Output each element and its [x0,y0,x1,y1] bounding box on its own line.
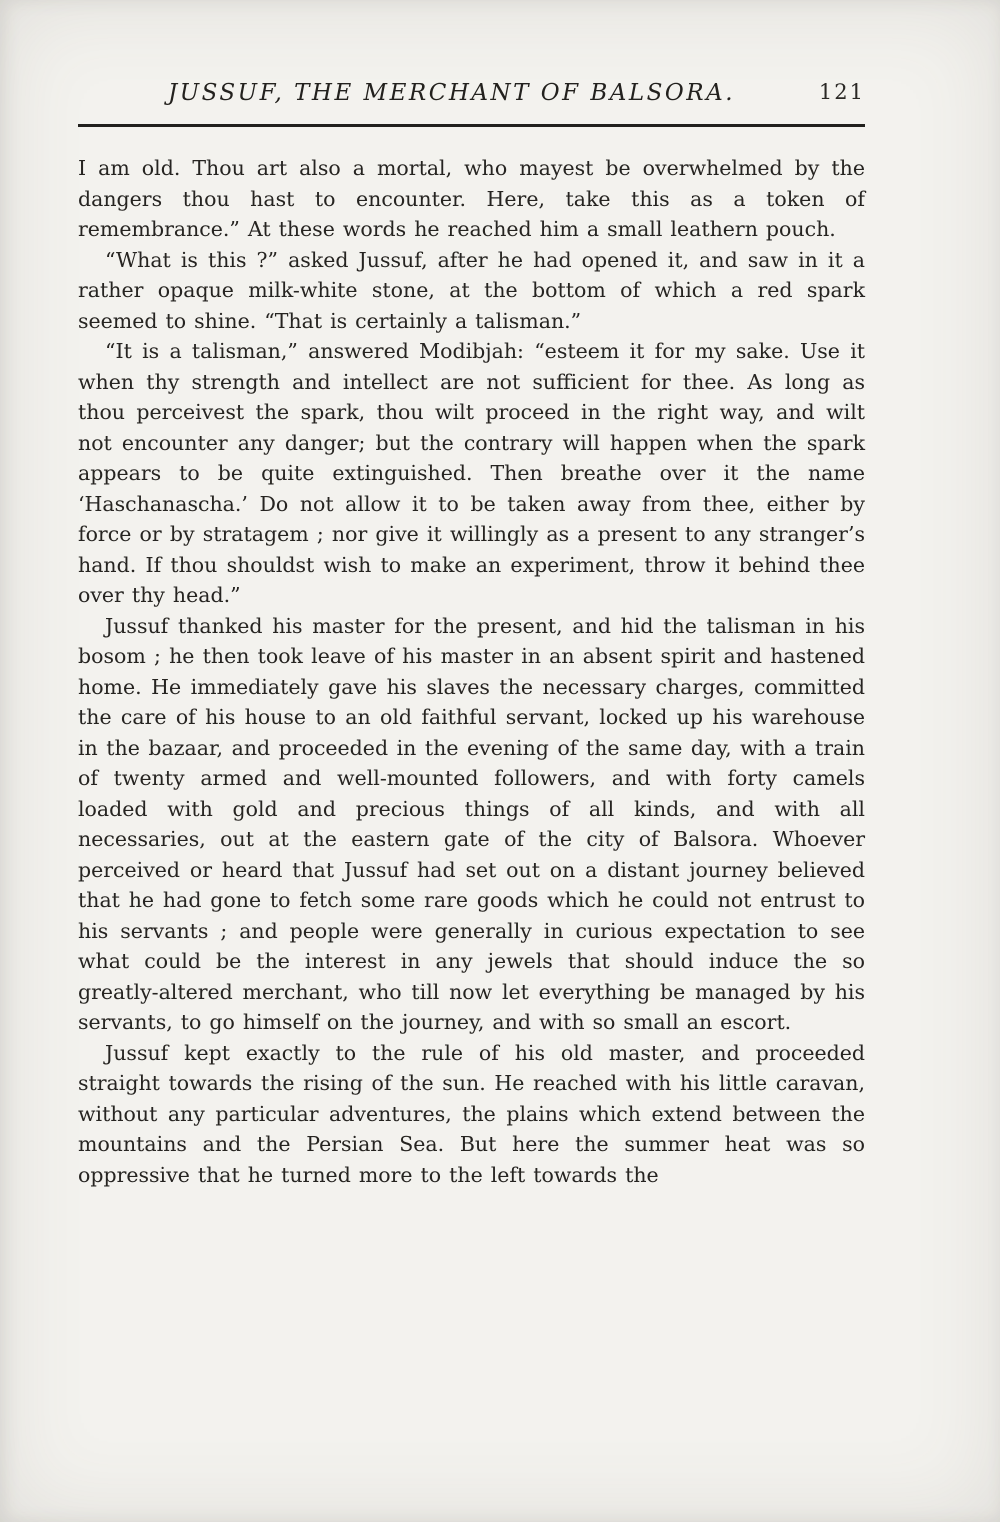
paragraph: “What is this ?” asked Jussuf, after he had opened it, and saw in it a rather opaque milk-white stone, at the bottom of which a red spark seemed to shine. “That is certainly a talisman.” [78,247,865,333]
page-header [78,80,865,118]
running-title: JUSSUF, THE MERCHANT OF BALSORA. [167,80,736,106]
header-rule [78,124,865,127]
paragraph: “It is a talisman,” answered Modibjah: “esteem it for my sake. Use it when thy strength and intellect are not sufficient for thee. As long as thou perceivest the spark, thou wilt proceed in the right way, and wilt not encounter any danger; but the contrary will happen when the spark appears to be quite extinguished. Then breathe over it the name ‘Haschanascha.’ Do not allow it to be taken away from thee, either by force or by stratagem ; nor give it willingly as a present to any stranger’s hand. If thou shouldst wish to make an experiment, throw it behind thee over thy head.” [78,339,865,607]
paragraph: I am old. Thou art also a mortal, who mayest be overwhelmed by the dangers thou hast to encounter. Here, take this as a token of remembrance.” At these words he reached him a small leathern pouch. [78,156,865,241]
page-number: 121 [818,80,865,104]
page-body [78,153,865,1190]
paragraph: Jussuf thanked his master for the present, and hid the talisman in his bosom ; he then took leave of his master in an absent spirit and hastened home. He immediately gave his slaves the necessary charges, committed the care of his house to an old faithful servant, locked up his warehouse in the bazaar, and proceeded in the evening of the same day, with a train of twenty armed and well-mounted followers, and with forty camels loaded with gold and precious things of all kinds, and with all necessaries, out at the eastern gate of the city of Balsora. Whoever perceived or heard that Jussuf had set out on a distant journey believed that he had gone to fetch some rare goods which he could not entrust to his servants ; and people were generally in curious expectation to see what could be the interest in any jewels that should induce the so greatly-altered merchant, who till now let everything be managed by his servants, to go himself on the journey, and with so small an escort. [78,613,865,1034]
paragraph: Jussuf kept exactly to the rule of his old master, and proceeded straight towards the rising of the sun. He reached with his little caravan, without any particular adventures, the plains which extend between the mountains and the Persian Sea. But here the summer heat was so oppressive that he turned more to the left towards the [78,1040,865,1187]
